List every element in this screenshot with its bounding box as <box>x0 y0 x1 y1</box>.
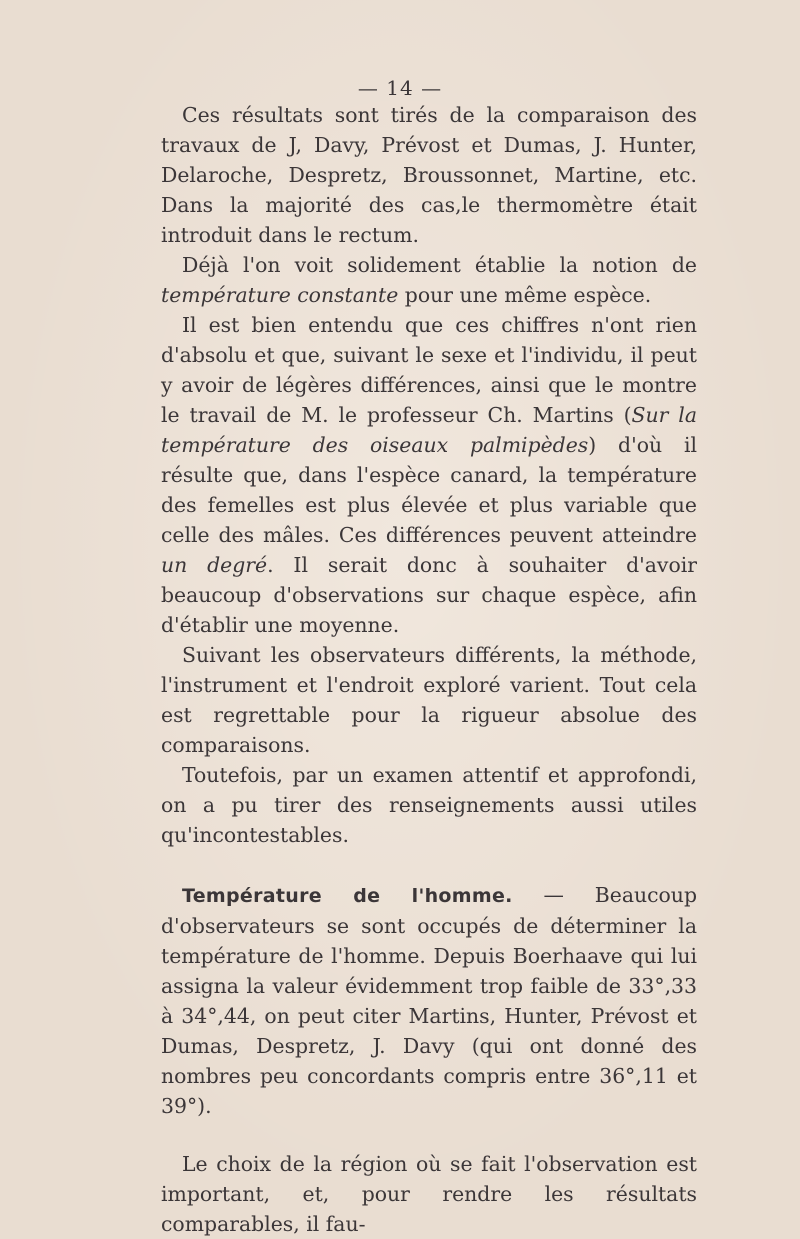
paragraph: Le choix de la région où se fait l'observation est important, et, pour rendre les résultats comparables, il fau- <box>161 1152 697 1236</box>
paragraph: Suivant les observateurs différents, la méthode, l'instrument et l'endroit exploré varient. Tout cela est regrettable pour la rigueur absolue des comparaisons. <box>161 643 697 757</box>
page-number: — 14 — <box>357 76 443 100</box>
text-run: . Il serait donc à souhaiter d'avoir beaucoup d'observations sur chaque espèce, afin d'établir une moyenne. <box>161 553 697 637</box>
emphasis: un degré <box>161 553 268 577</box>
paragraph: Ces résultats sont tirés de la comparaison des travaux de J, Davy, Prévost et Dumas, J. Hunter, Delaroche, Despretz, Broussonnet, Martine, etc. Dans la majorité des cas,le thermomètre était introduit dans le rectum. <box>161 103 697 247</box>
paragraph: Toutefois, par un examen attentif et approfondi, on a pu tirer des renseignements aussi utiles qu'incontestables. <box>161 763 697 847</box>
text-run: pour une même espèce. <box>398 283 652 307</box>
section-gap <box>161 850 697 880</box>
section-gap <box>161 1121 697 1149</box>
body-text <box>161 100 697 1239</box>
paragraph <box>161 880 697 1121</box>
text-run: Déjà l'on voit solidement établie la notion de <box>182 253 697 277</box>
text-run: Il est bien entendu que ces chiffres n'ont rien d'absolu et que, suivant le sexe et l'individu, il peut y avoir de légères différences, ainsi que le montre le travail de M. le professeur Ch. Martins ( <box>161 313 697 427</box>
emphasis: Sur la température des oiseaux palmipèdes <box>161 403 697 457</box>
emphasis: température constante <box>161 283 399 307</box>
text-run: — Beaucoup d'observateurs se sont occupés de déterminer la température de l'homme. Depuis Boerhaave qui lui assigna la valeur évidemment trop faible de 33°,33 à 34°,44, on peut citer Martins, Hunter, Prévost et Dumas, Despretz, J. Davy (qui ont donné des nombres peu concordants compris entre 36°,11 et 39°). <box>161 883 697 1118</box>
text-run: ) d'où il résulte que, dans l'espèce canard, la température des femelles est plus élevée et plus variable que celle des mâles. Ces différences peuvent atteindre <box>161 433 697 547</box>
paragraph <box>161 250 697 310</box>
section-heading: Température de l'homme. <box>182 885 513 907</box>
paragraph <box>161 310 697 640</box>
